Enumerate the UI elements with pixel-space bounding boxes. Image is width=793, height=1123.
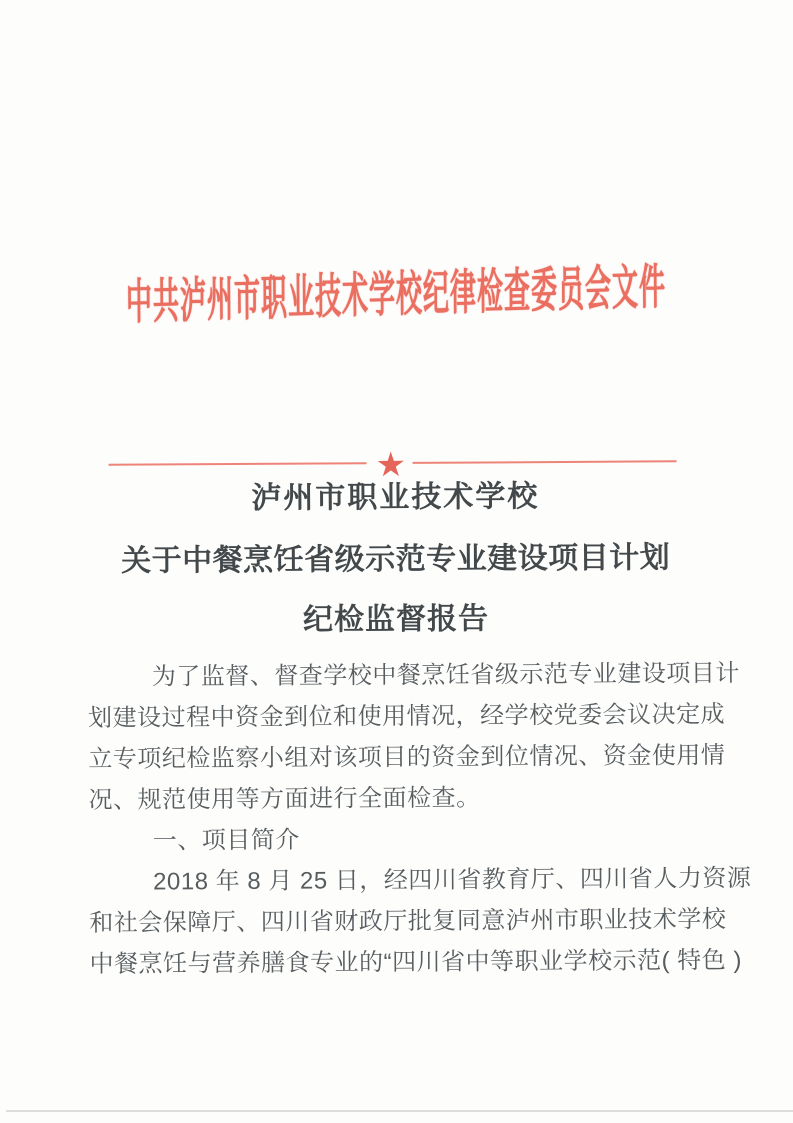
paragraph1-line: 立专项纪检监察小组对该项目的资金到位情况、资金使用情 bbox=[88, 742, 726, 773]
paragraph1-line: 划建设过程中资金到位和使用情况，经学校党委会议决定成 bbox=[88, 701, 726, 732]
paragraph2-line: 中餐烹饪与营养膳食专业的“四川省中等职业学校示范( 特色 ) bbox=[89, 946, 742, 978]
divider-rule-right bbox=[413, 460, 677, 464]
paragraph1-line: 况、规范使用等方面进行全面检查。 bbox=[88, 784, 481, 814]
divider-rule-left bbox=[109, 462, 367, 466]
red-star-icon: ★ bbox=[375, 445, 407, 485]
body-text-block bbox=[88, 653, 752, 985]
paragraph2-line: 和社会保障厅、四川省财政厅批复同意泸州市职业技术学校 bbox=[89, 906, 727, 937]
letterhead-title: 中共泸州市职业技术学校纪律检查委员会文件 bbox=[126, 260, 667, 330]
document-title-line2: 纪检监督报告 bbox=[302, 602, 490, 637]
school-name-heading: 泸州市职业技术学校 bbox=[251, 480, 540, 515]
paragraph2-line: 2018 年 8 月 25 日，经四川省教育厅、四川省人力资源 bbox=[153, 864, 752, 896]
paragraph1-line: 为了监督、督查学校中餐烹饪省级示范专业建设项目计 bbox=[151, 659, 740, 691]
scan-artifact-line bbox=[6, 1110, 793, 1112]
section-heading: 一、项目简介 bbox=[152, 826, 300, 855]
document-title-line1: 关于中餐烹饪省级示范专业建设项目计划 bbox=[121, 541, 671, 578]
